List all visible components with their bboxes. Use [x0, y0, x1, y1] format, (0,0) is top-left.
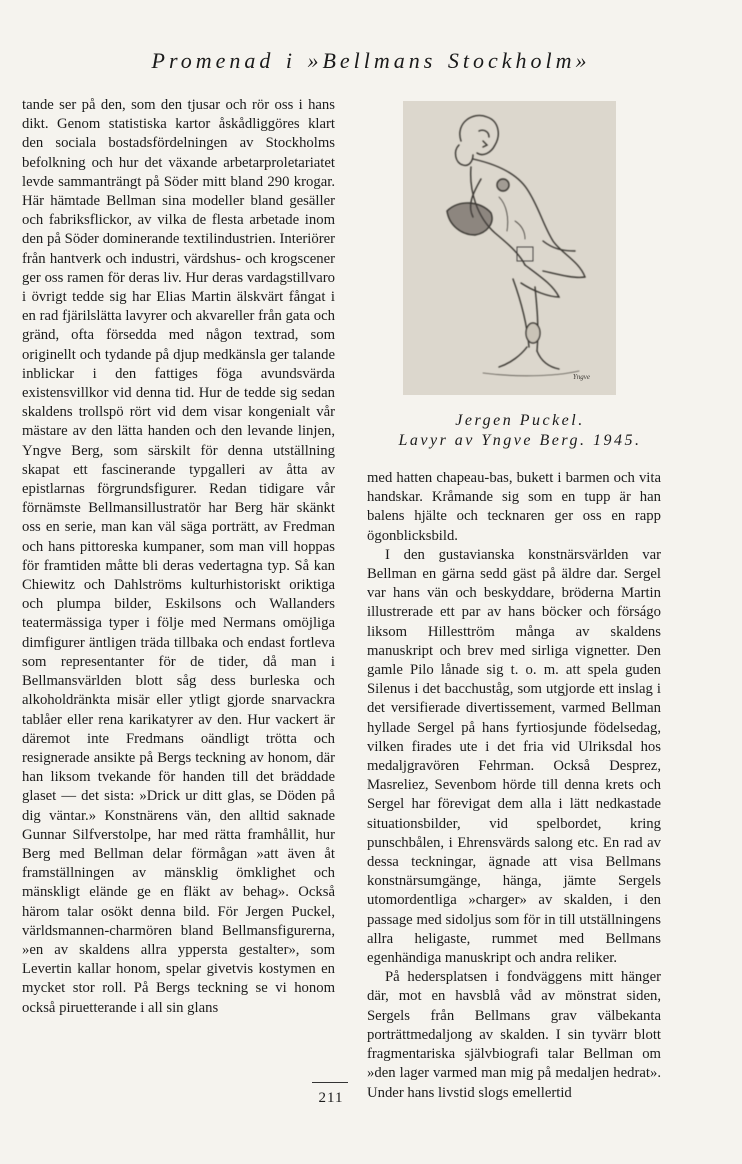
figure-caption-title: Jergen Puckel.: [455, 412, 585, 429]
artist-signature: Yngve: [572, 373, 590, 381]
paragraph: med hatten chapeau-bas, bukett i barmen och vita handskar. Kråmande sig som en tupp är han balens hjälte och tecknaren ger oss en rapp ögonblicksbild.: [367, 470, 661, 544]
paragraph: På hedersplatsen i fondväggens mitt hänger där, mot en havsblå våd av mönstrat siden, Sergels från Bellmans grav välbekanta porträttmedaljong av skalden. I sin tyvärr blott fragmentariska självbiografi talar Bellman om »den lager varmed man mig på medaljen hedrat». Under hans livstid slogs emellertid: [367, 969, 661, 1101]
page-number: 211: [318, 1090, 344, 1106]
left-column: [22, 96, 335, 1018]
page-number-rule: [312, 1082, 348, 1083]
running-header: Promenad i »Bellmans Stockholm»: [151, 48, 591, 73]
illustration-figure: [403, 101, 616, 395]
paragraph: I den gustavianska konstnärsvärlden var Bellman en gärna sedd gäst på äldre dar. Sergel var hans vän och beskyddare, bröderna Martin illustrerade ett par av hans böcker och förságo liksom Hillesttröm många av skaldens manuskript och brev med sirliga vignetter. Den gamle Pilo lånade sig t. o. m. att spela guden Silenus i det bacchuståg, som utgjorde ett inslag i det versifierade divertissement, varmed Bellman hyllade Sergel på hans fyrtiosjunde födelsedag, vilken firades ute i det fria vid Ulriksdal hos medaljgravören Fehrman. Också Desprez, Masreliez, Sevenbom hörde till denna krets och Sergel har förevigat dem alla i lätt nedkastade situationsbilder, vid spelbordet, kring punschbålen, i Ehrensvärds salong etc. En rad av dessa teckningar, ägnade att visa Bellmans konstnärsumgänge, hänga, jämte Sergels utomordentliga »charger» av skalden, i den passage med sidoljus som för in till utställningens allra heligaste, rummet med Bellmans egenhändiga manuskript och andra reliker.: [367, 546, 661, 967]
right-column: [367, 469, 661, 1103]
paragraph: tande ser på den, som den tjusar och rör oss i hans dikt. Genom statistiska kartor åskådliggöres klart den sociala bostadsfördelningen av Stockholms befolkning och hur det växande arbetarproletariatet levde sammanträngt på Söder mitt bland 290 krogar. Här hämtade Bellman sina modeller bland gesäller och fabriksflickor, av vilka de flesta arbetade inom den på Söder dominerande textilindustrien. Interiörer från hantverk och industri, värdshus- och krogscener ger oss ramen för deras liv. Hur deras vardagstillvaro i övrigt tedde sig har Elias Martin älskvärt fångat i en rad fjärilslätta lavyrer och akvareller från gata och gränd, ofta försedda med någon textrad, som originellt och tydande på djup medkänsla ger talande inblickar i den fattiges föga avundsvärda existensvillkor vid denna tid. Hur de tedde sig sedan skaldens trollspö rört vid dem visar kongenialt vår mästare av den lätta handen och den levande linjen, Yngve Berg, som särskilt för denna utställning skapat ett fascinerande typgalleri av åtta av epistlarnas förgrundsfigurer. Redan tidigare vår förnämste Bellmansillustratör har Berg här skänkt oss en serie, man kan väl säga porträtt, av Fredman och hans pittoreska kumpaner, som man vill hoppas för framtiden måtte bli deras vedertagna typ. Så kan Chiewitz och Dahlströms kulturhistoriskt oriktiga och plumpa bilder, Eskilsons och Wallanders teatermässiga typer i följe med Nermans omöjliga dimfigurer äntligen träda tillbaka och endast fortleva som representanter för de tider, då man i Bellmansvärlden blott såg dess burleska och alkoholdränkta misär eller ytligt gjorde snarvackra tablåer eller rena karikatyrer av den. Hur vackert är däremot inte Fredmans oändligt trötta och resignerade ansikte på Bergs teckning av honom, där han liksom tvekande för handen till det bräddade glaset — det sista: »Drick ur ditt glas, se Döden på dig väntar.» Konstnärens vän, den alltid saknade Gunnar Silfverstolpe, har med rätta framhållit, hur Berg med Bellman delar förmågan »att även åt framställningen av mänsklig ömklighet och mänskligt elände ge en fläkt av behag». Också härom talar osökt denna bild. För Jergen Puckel, världsmannen-charmören bland Bellmansfigurerna, »en av skaldens allra yppersta gestalter», som Levertin kallar honom, spelar givetvis kostymen en mycket stor roll. På Bergs teckning se vi honom också piruetterande i all sin glans: [22, 97, 335, 1016]
jergen-puckel-drawing-icon: [403, 101, 616, 395]
figure-caption-credit: Lavyr av Yngve Berg. 1945.: [398, 432, 642, 449]
